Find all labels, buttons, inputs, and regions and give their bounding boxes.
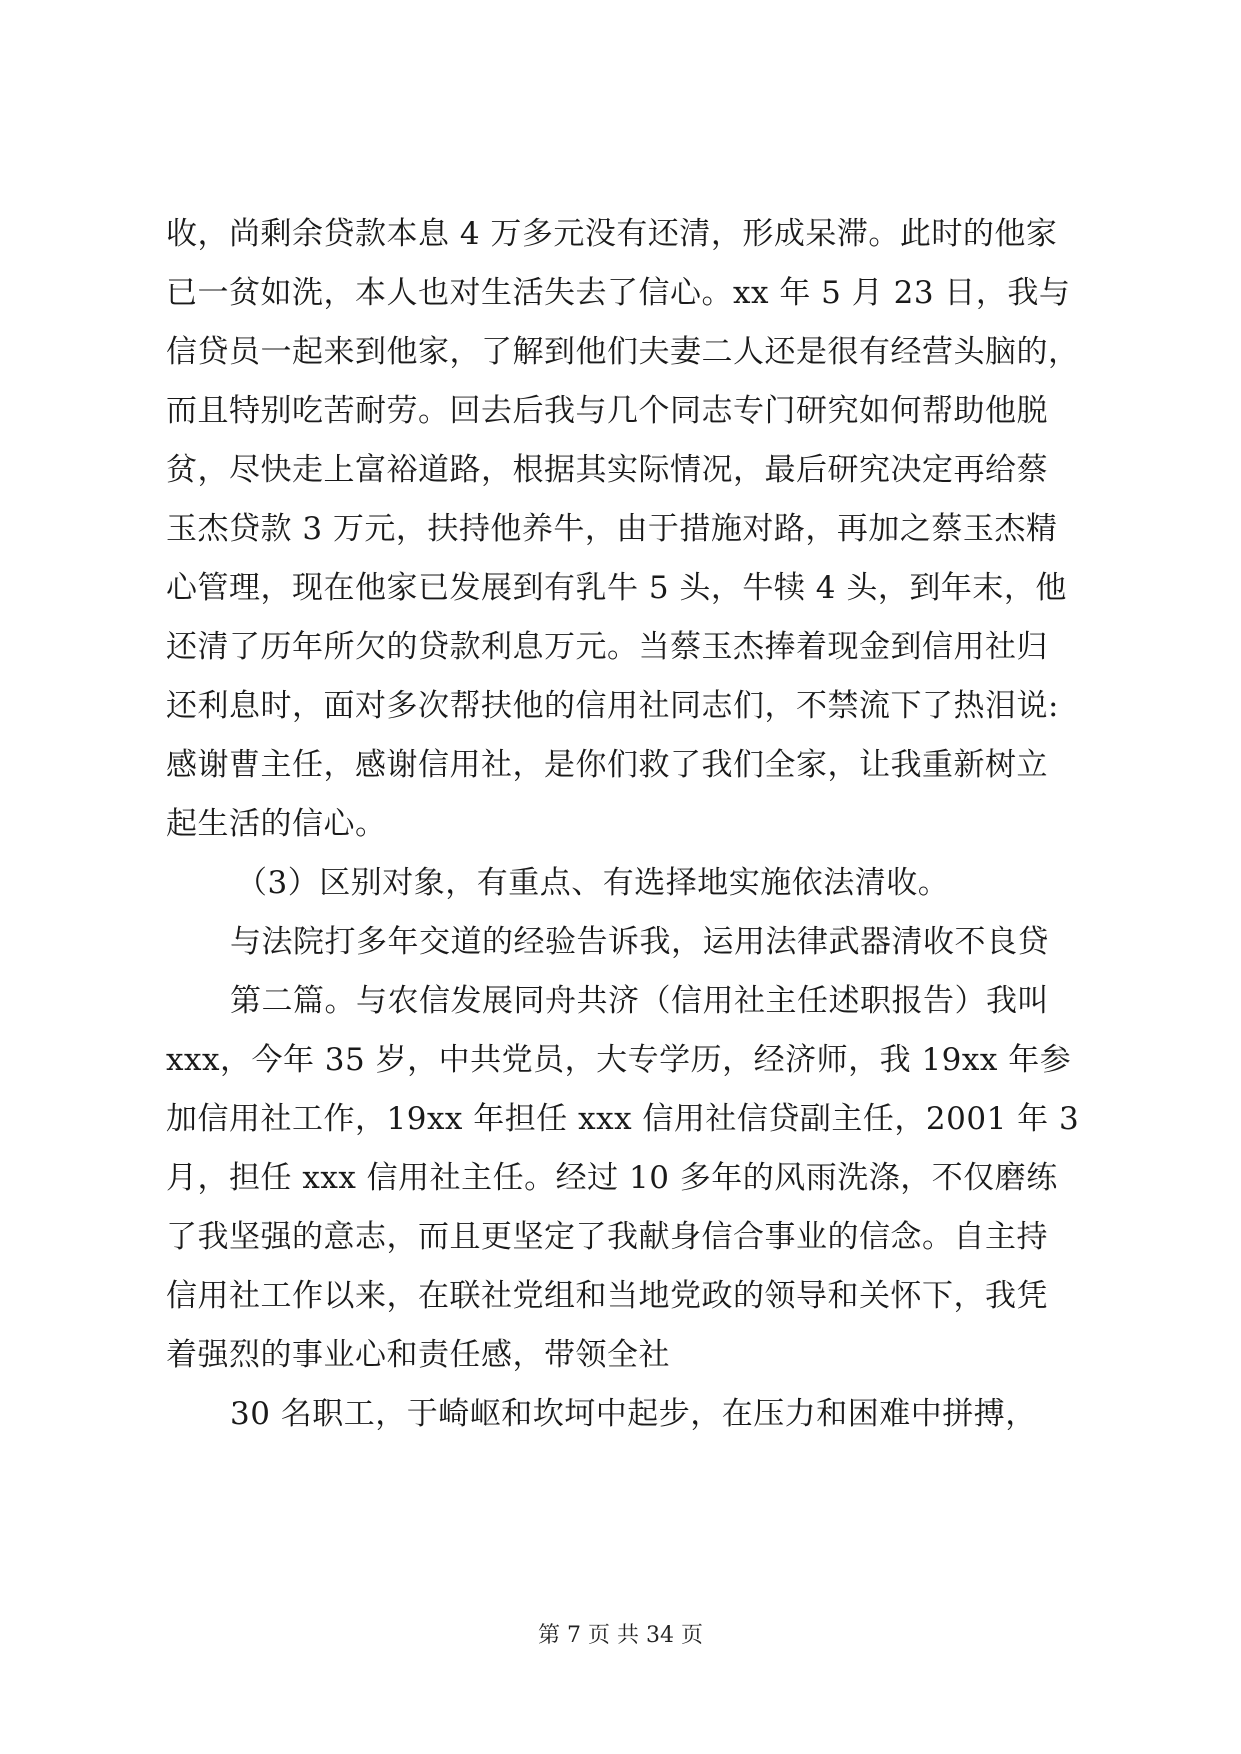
- text-line: 贫，尽快走上富裕道路，根据其实际情况，最后研究决定再给蔡: [166, 452, 1048, 488]
- text-line: 30 名职工，于崎岖和坎坷中起步，在压力和困难中拼搏，: [230, 1396, 1037, 1432]
- text-line: 起生活的信心。: [166, 806, 387, 842]
- text-line: 月，担任 xxx 信用社主任。经过 10 多年的风雨洗涤，不仅磨练: [166, 1160, 1058, 1196]
- text-line: 加信用社工作，19xx 年担任 xxx 信用社信贷副主任，2001 年 3: [166, 1101, 1080, 1137]
- text-line: 心管理，现在他家已发展到有乳牛 5 头，牛犊 4 头，到年末，他: [166, 570, 1067, 606]
- section-heading: （3）区别对象，有重点、有选择地实施依法清收。: [236, 865, 950, 901]
- chapter-heading-line: 第二篇。与农信发展同舟共济（信用社主任述职报告）我叫: [230, 983, 1049, 1019]
- text-line: 与法院打多年交道的经验告诉我，运用法律武器清收不良贷: [230, 924, 1049, 960]
- text-line: 而且特别吃苦耐劳。回去后我与几个同志专门研究如何帮助他脱: [166, 393, 1048, 429]
- page-number-footer: 第 7 页 共 34 页: [538, 1623, 703, 1648]
- text-line: 已一贫如洗，本人也对生活失去了信心。xx 年 5 月 23 日，我与: [166, 275, 1071, 311]
- text-line: 收，尚剩余贷款本息 4 万多元没有还清，形成呆滞。此时的他家: [166, 216, 1058, 252]
- text-line: 信用社工作以来，在联社党组和当地党政的领导和关怀下，我凭: [166, 1278, 1048, 1314]
- text-line: 着强烈的事业心和责任感，带领全社: [166, 1337, 670, 1373]
- text-line: 还利息时，面对多次帮扶他的信用社同志们，不禁流下了热泪说:: [166, 688, 1059, 724]
- text-line: xxx，今年 35 岁，中共党员，大专学历，经济师，我 19xx 年参: [166, 1042, 1072, 1078]
- text-line: 了我坚强的意志，而且更坚定了我献身信合事业的信念。自主持: [166, 1219, 1048, 1255]
- text-line: 感谢曹主任，感谢信用社，是你们救了我们全家，让我重新树立: [166, 747, 1048, 783]
- text-line: 玉杰贷款 3 万元，扶持他养牛，由于措施对路，再加之蔡玉杰精: [166, 511, 1058, 547]
- text-line: 还清了历年所欠的贷款利息万元。当蔡玉杰捧着现金到信用社归: [166, 629, 1048, 665]
- text-line: 信贷员一起来到他家，了解到他们夫妻二人还是很有经营头脑的，: [166, 334, 1080, 370]
